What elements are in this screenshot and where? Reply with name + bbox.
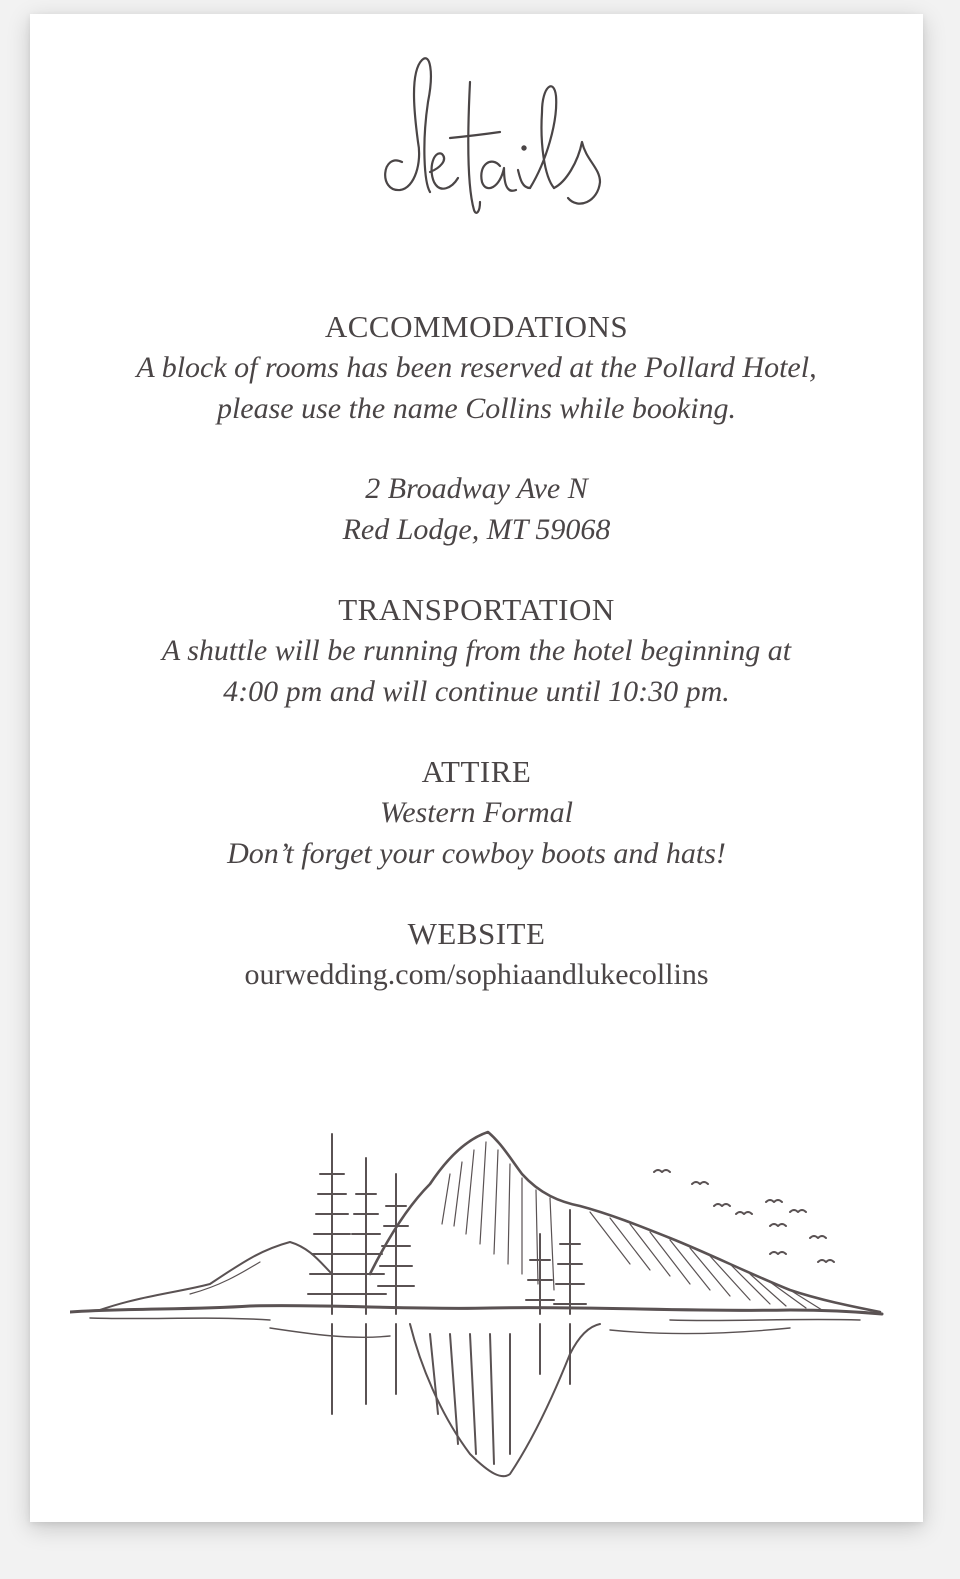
website-url: ourwedding.com/sophiaandlukecollins <box>244 958 709 991</box>
transportation-heading: TRANSPORTATION <box>338 592 615 627</box>
address-city: Red Lodge, MT 59068 <box>342 513 611 546</box>
transportation-line-1: A shuttle will be running from the hotel beginning at <box>161 634 792 667</box>
attire-line-1: Western Formal <box>379 796 574 829</box>
attire-section <box>30 751 923 874</box>
details-content <box>30 306 923 1034</box>
address-street: 2 Broadway Ave N <box>365 472 588 505</box>
address-section <box>30 468 923 550</box>
attire-heading: ATTIRE <box>421 754 532 789</box>
mountain-lake-illustration <box>70 1114 890 1494</box>
website-section <box>30 913 923 995</box>
accommodations-line-1: A block of rooms has been reserved at the Pollard Hotel, <box>136 351 817 384</box>
website-heading: WEBSITE <box>407 916 546 951</box>
details-card <box>30 14 923 1522</box>
transportation-line-2: 4:00 pm and will continue until 10:30 pm. <box>223 675 730 708</box>
transportation-section <box>30 589 923 712</box>
attire-line-2: Don’t forget your cowboy boots and hats! <box>227 837 726 870</box>
details-script-title <box>30 42 923 232</box>
accommodations-section <box>30 306 923 429</box>
accommodations-heading: ACCOMMODATIONS <box>324 309 629 344</box>
accommodations-line-2: please use the name Collins while booking. <box>216 392 737 425</box>
